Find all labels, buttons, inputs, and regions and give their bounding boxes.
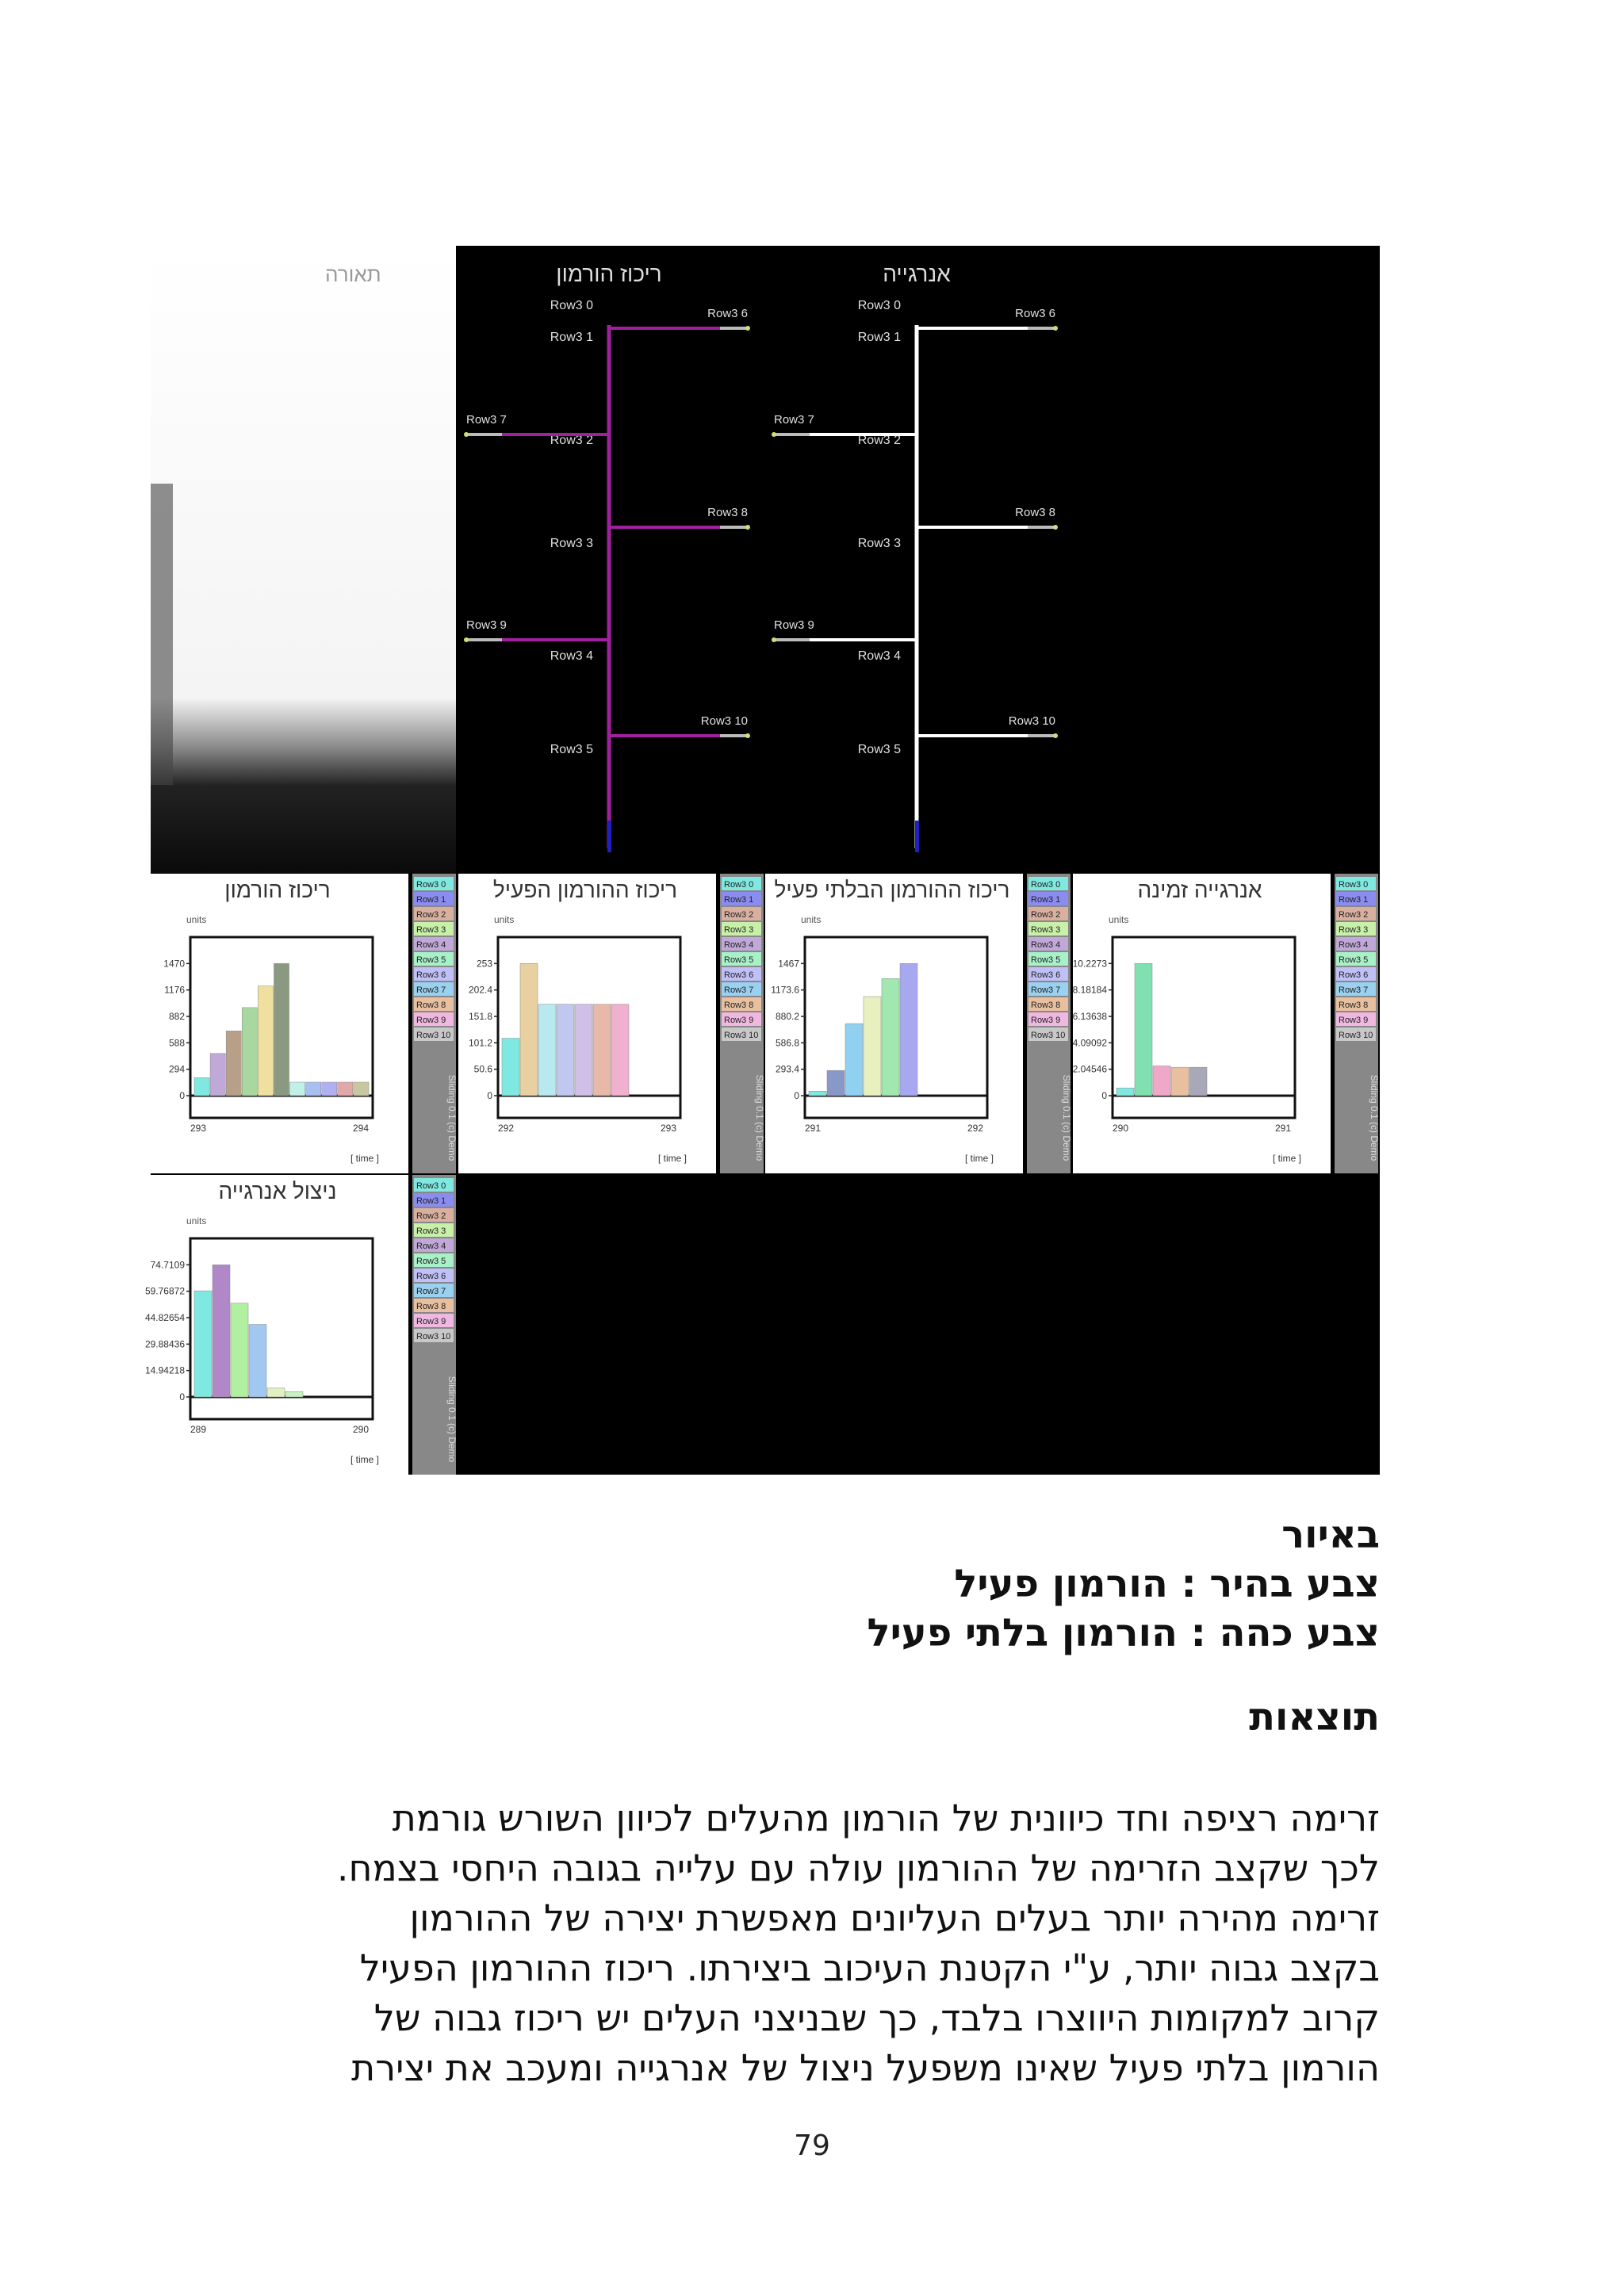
bar <box>213 1265 230 1397</box>
leaf-label: Row3 6 <box>707 307 748 320</box>
legend-entry: Row3 6 <box>724 970 754 980</box>
x-tick-label: 292 <box>497 1123 515 1134</box>
sidebar-caption: Sliding 0.1 (c) Demo <box>1369 1074 1380 1161</box>
legend-entry: Row3 10 <box>724 1031 759 1040</box>
legend-entry: Row3 0 <box>724 880 754 890</box>
time-strip <box>1113 1096 1295 1118</box>
caption-title: באיור <box>1281 1513 1380 1557</box>
stem-node-label: Row3 2 <box>550 434 593 447</box>
chart-panel <box>765 874 1072 1173</box>
lighting-panel <box>151 246 456 874</box>
bar <box>231 1303 248 1397</box>
x-tick-label: 290 <box>1112 1123 1129 1134</box>
paragraph-line: בקצב גבוה יותר, ע"י הקטנת העיכוב ביצירתו. ריכוז ההורמון הפעיל <box>359 1946 1380 1989</box>
y-tick-label: 586.8 <box>775 1037 799 1049</box>
results-paragraph <box>238 1793 1380 2093</box>
legend-entry: Row3 5 <box>1339 955 1369 965</box>
bar <box>593 1004 611 1096</box>
y-tick-label: 6.13638 <box>1072 1010 1107 1022</box>
leaf-label: Row3 6 <box>1015 307 1055 320</box>
units-label: units <box>186 1215 207 1226</box>
legend-entry: Row3 6 <box>1031 970 1061 980</box>
legend-entry: Row3 7 <box>1031 985 1061 995</box>
y-tick-label: 4.09092 <box>1072 1037 1107 1049</box>
sidebar-caption: Sliding 0.1 (c) Demo <box>446 1376 458 1463</box>
bar <box>538 1004 556 1096</box>
stem-base <box>607 821 611 852</box>
legend-entry: Row3 0 <box>416 1181 446 1191</box>
bar <box>1153 1066 1170 1096</box>
x-tick-label: 289 <box>190 1424 207 1435</box>
y-tick-label: 0 <box>487 1090 492 1101</box>
units-label: units <box>186 914 207 925</box>
y-tick-label: 1467 <box>778 958 799 970</box>
units-label: units <box>494 914 515 925</box>
legend-entry: Row3 2 <box>724 910 754 920</box>
legend-entry: Row3 2 <box>416 1211 446 1221</box>
legend-entry: Row3 8 <box>1031 1001 1061 1010</box>
y-tick-label: 1173.6 <box>771 984 799 996</box>
y-tick-label: 294 <box>168 1063 185 1075</box>
legend-entry: Row3 4 <box>724 940 754 950</box>
figure-canvas <box>144 246 1380 1475</box>
legend-entry: Row3 8 <box>724 1001 754 1010</box>
bar <box>226 1031 241 1096</box>
y-tick-label: 50.6 <box>473 1063 492 1075</box>
paragraph-line: הורמון בלתי פעיל שאינו משפעל ניצול של אנרגייה ומעכב את יצירת <box>350 2046 1380 2089</box>
paragraph-line: זרימה רציפה וחד כיוונית של הורמון מהעלים לכיוון השורש גורמת <box>392 1797 1380 1839</box>
leaf-label: Row3 7 <box>774 413 814 427</box>
y-tick-label: 1470 <box>163 958 185 970</box>
leaf-node <box>772 637 776 642</box>
x-axis-label: [ time ] <box>350 1454 380 1465</box>
bar <box>354 1082 369 1096</box>
chart-title: אנרגייה זמינה <box>1137 878 1262 902</box>
bar <box>306 1082 321 1096</box>
bar <box>194 1291 212 1397</box>
leaf-node <box>1053 326 1058 331</box>
leaf-node <box>772 432 776 437</box>
lighting-shadow <box>151 484 173 785</box>
time-strip <box>190 1096 373 1118</box>
bar <box>1189 1067 1207 1096</box>
legend-entry: Row3 3 <box>724 925 754 935</box>
legend-light-text: צבע בהיר : הורמון פעיל <box>954 1562 1380 1606</box>
legend-entry: Row3 6 <box>1339 970 1369 980</box>
legend-entry: Row3 8 <box>1339 1001 1369 1010</box>
stem-node-label: Row3 3 <box>550 537 593 550</box>
bar <box>520 963 538 1096</box>
legend-entry: Row3 1 <box>1339 895 1369 905</box>
legend-entry: Row3 3 <box>416 1226 446 1236</box>
x-axis-label: [ time ] <box>657 1153 688 1164</box>
bar <box>1116 1088 1134 1096</box>
tree-title: אנרגייה <box>883 262 951 286</box>
chart-title: ריכוז ההורמון הבלתי פעיל <box>774 878 1010 902</box>
simulation-figure <box>144 246 1380 1475</box>
x-axis-label: [ time ] <box>1272 1153 1302 1164</box>
x-axis-label: [ time ] <box>350 1153 380 1164</box>
leaf-label: Row3 9 <box>774 618 814 632</box>
leaf-label: Row3 10 <box>1008 714 1055 728</box>
stem-node-label: Row3 1 <box>857 331 901 344</box>
x-tick-label: 291 <box>804 1123 822 1134</box>
y-tick-label: 0 <box>1101 1090 1107 1101</box>
page-number: 79 <box>794 2130 830 2162</box>
legend-entry: Row3 3 <box>1339 925 1369 935</box>
y-tick-label: 14.94218 <box>144 1364 185 1376</box>
legend-entry: Row3 10 <box>416 1332 451 1341</box>
leaf-label: Row3 8 <box>1015 506 1055 519</box>
bar <box>194 1077 209 1096</box>
stem-node-label: Row3 2 <box>857 434 901 447</box>
y-tick-label: 2.04546 <box>1072 1063 1107 1075</box>
bar <box>258 986 273 1096</box>
bar <box>827 1070 845 1096</box>
y-tick-label: 882 <box>168 1011 185 1022</box>
y-tick-label: 253 <box>476 958 492 970</box>
leaf-node <box>745 326 750 331</box>
legend-entry: Row3 10 <box>1339 1031 1373 1040</box>
legend-entry: Row3 5 <box>724 955 754 965</box>
leaf-label: Row3 7 <box>466 413 507 427</box>
legend-entry: Row3 9 <box>416 1317 446 1326</box>
bar <box>809 1091 826 1096</box>
legend-entry: Row3 9 <box>1339 1016 1369 1025</box>
leaf-node <box>745 733 750 738</box>
paragraph-line: קרוב למקומות היווצרו בלבד, כך שבניצני העלים יש ריכוז גבוה של <box>373 1996 1380 2039</box>
legend-entry: Row3 2 <box>1031 910 1061 920</box>
y-tick-label: 59.76872 <box>144 1285 185 1297</box>
leaf-label: Row3 9 <box>466 618 507 632</box>
stem-node-label: Row3 5 <box>550 743 593 756</box>
bar <box>267 1388 285 1397</box>
y-tick-label: 0 <box>179 1391 185 1402</box>
bar <box>322 1082 337 1096</box>
bar <box>882 978 899 1096</box>
legend-entry: Row3 4 <box>1031 940 1061 950</box>
bar <box>900 963 917 1096</box>
bar <box>290 1082 305 1096</box>
legend-entry: Row3 10 <box>416 1031 451 1040</box>
legend-entry: Row3 1 <box>724 895 754 905</box>
chart-panel <box>145 1175 458 1475</box>
tree-title: ריכוז הורמון <box>556 262 662 286</box>
y-tick-label: 74.7109 <box>150 1259 185 1271</box>
y-tick-label: 8.18184 <box>1072 984 1107 996</box>
units-label: units <box>1109 914 1129 925</box>
y-tick-label: 293.4 <box>775 1063 799 1075</box>
chart-panel <box>458 874 765 1173</box>
legend-entry: Row3 9 <box>1031 1016 1061 1025</box>
y-tick-label: 0 <box>794 1090 799 1101</box>
chart-panel <box>151 874 458 1173</box>
bar <box>210 1054 225 1096</box>
legend-entry: Row3 4 <box>416 1242 446 1251</box>
bar <box>242 1008 257 1096</box>
bar <box>274 963 289 1096</box>
chart-panel <box>1073 874 1380 1173</box>
leaf-node <box>745 525 750 530</box>
x-tick-label: 291 <box>1274 1123 1292 1134</box>
stem-node-label: Row3 3 <box>857 537 901 550</box>
stem-node-label: Row3 4 <box>550 649 593 663</box>
legend-entry: Row3 6 <box>416 970 446 980</box>
legend-entry: Row3 5 <box>416 1257 446 1266</box>
paragraph-line: זרימה מהירה יותר בעלים העליונים מאפשרת יצירה של ההורמון <box>409 1896 1380 1939</box>
stem-base <box>915 821 919 852</box>
y-tick-label: 29.88436 <box>144 1338 185 1350</box>
stem-node-label: Row3 0 <box>857 299 901 312</box>
y-tick-label: 101.2 <box>468 1037 492 1049</box>
legend-entry: Row3 1 <box>416 895 446 905</box>
bar <box>249 1325 266 1397</box>
legend-entry: Row3 7 <box>724 985 754 995</box>
legend-entry: Row3 6 <box>416 1272 446 1281</box>
legend-entry: Row3 7 <box>416 985 446 995</box>
time-strip <box>805 1096 987 1118</box>
x-tick-label: 292 <box>967 1123 984 1134</box>
y-tick-label: 1176 <box>164 984 185 996</box>
legend-entry: Row3 3 <box>416 925 446 935</box>
legend-entry: Row3 7 <box>416 1287 446 1296</box>
units-label: units <box>801 914 822 925</box>
legend-entry: Row3 8 <box>416 1001 446 1010</box>
legend-entry: Row3 5 <box>416 955 446 965</box>
stem-node-label: Row3 1 <box>550 331 593 344</box>
leaf-node <box>464 432 469 437</box>
bar <box>1135 963 1152 1096</box>
time-strip <box>190 1397 373 1419</box>
legend-entry: Row3 1 <box>416 1196 446 1206</box>
legend-entry: Row3 9 <box>724 1016 754 1025</box>
legend-entry: Row3 1 <box>1031 895 1061 905</box>
y-tick-label: 880.2 <box>775 1011 799 1022</box>
legend-entry: Row3 0 <box>1031 880 1061 890</box>
bar <box>557 1004 574 1096</box>
legend-entry: Row3 7 <box>1339 985 1369 995</box>
sidebar-caption: Sliding 0.1 (c) Demo <box>446 1074 458 1161</box>
y-tick-label: 151.8 <box>468 1011 492 1022</box>
bar <box>845 1024 863 1096</box>
x-tick-label: 294 <box>352 1123 370 1134</box>
leaf-node <box>1053 525 1058 530</box>
x-axis-label: [ time ] <box>964 1153 994 1164</box>
bar <box>1171 1067 1189 1096</box>
legend-dark-text: צבע כהה : הורמון בלתי פעיל <box>867 1611 1380 1655</box>
chart-title: ריכוז ההורמון הפעיל <box>492 878 678 902</box>
leaf-label: Row3 10 <box>700 714 748 728</box>
legend-entry: Row3 10 <box>1031 1031 1066 1040</box>
legend-entry: Row3 3 <box>1031 925 1061 935</box>
legend-entry: Row3 5 <box>1031 955 1061 965</box>
chart-title: ריכוז הורמון <box>224 878 331 902</box>
y-tick-label: 44.82654 <box>144 1311 185 1323</box>
bar <box>285 1391 303 1397</box>
legend-entry: Row3 0 <box>416 880 446 890</box>
legend-entry: Row3 2 <box>416 910 446 920</box>
legend-entry: Row3 4 <box>416 940 446 950</box>
y-tick-label: 588 <box>168 1037 185 1049</box>
leaf-label: Row3 8 <box>707 506 748 519</box>
bar <box>338 1082 353 1096</box>
y-tick-label: 0 <box>179 1090 185 1101</box>
x-tick-label: 293 <box>190 1123 207 1134</box>
results-heading: תוצאות <box>1249 1695 1380 1739</box>
chart-title: ניצול אנרגייה <box>218 1179 337 1203</box>
x-tick-label: 290 <box>352 1424 370 1435</box>
bar <box>864 997 881 1096</box>
time-strip <box>498 1096 680 1118</box>
legend-entry: Row3 4 <box>1339 940 1369 950</box>
bar <box>575 1004 592 1096</box>
lighting-panel-label: תאורה <box>325 262 381 286</box>
stem-node-label: Row3 5 <box>857 743 901 756</box>
legend-entry: Row3 2 <box>1339 910 1369 920</box>
legend-entry: Row3 0 <box>1339 880 1369 890</box>
bar <box>502 1039 519 1096</box>
stem-node-label: Row3 0 <box>550 299 593 312</box>
sidebar-caption: Sliding 0.1 (c) Demo <box>754 1074 765 1161</box>
sidebar-caption: Sliding 0.1 (c) Demo <box>1061 1074 1072 1161</box>
x-tick-label: 293 <box>660 1123 677 1134</box>
legend-entry: Row3 9 <box>416 1016 446 1025</box>
leaf-node <box>1053 733 1058 738</box>
paragraph-line: לכך שקצב הזרימה של ההורמון עולה עם עלייה בגובה היחסי בצמח. <box>336 1846 1380 1889</box>
stem-node-label: Row3 4 <box>857 649 901 663</box>
leaf-node <box>464 637 469 642</box>
y-tick-label: 202.4 <box>468 984 492 996</box>
y-tick-label: 10.2273 <box>1072 958 1107 970</box>
legend-entry: Row3 8 <box>416 1302 446 1311</box>
bar <box>611 1004 629 1096</box>
